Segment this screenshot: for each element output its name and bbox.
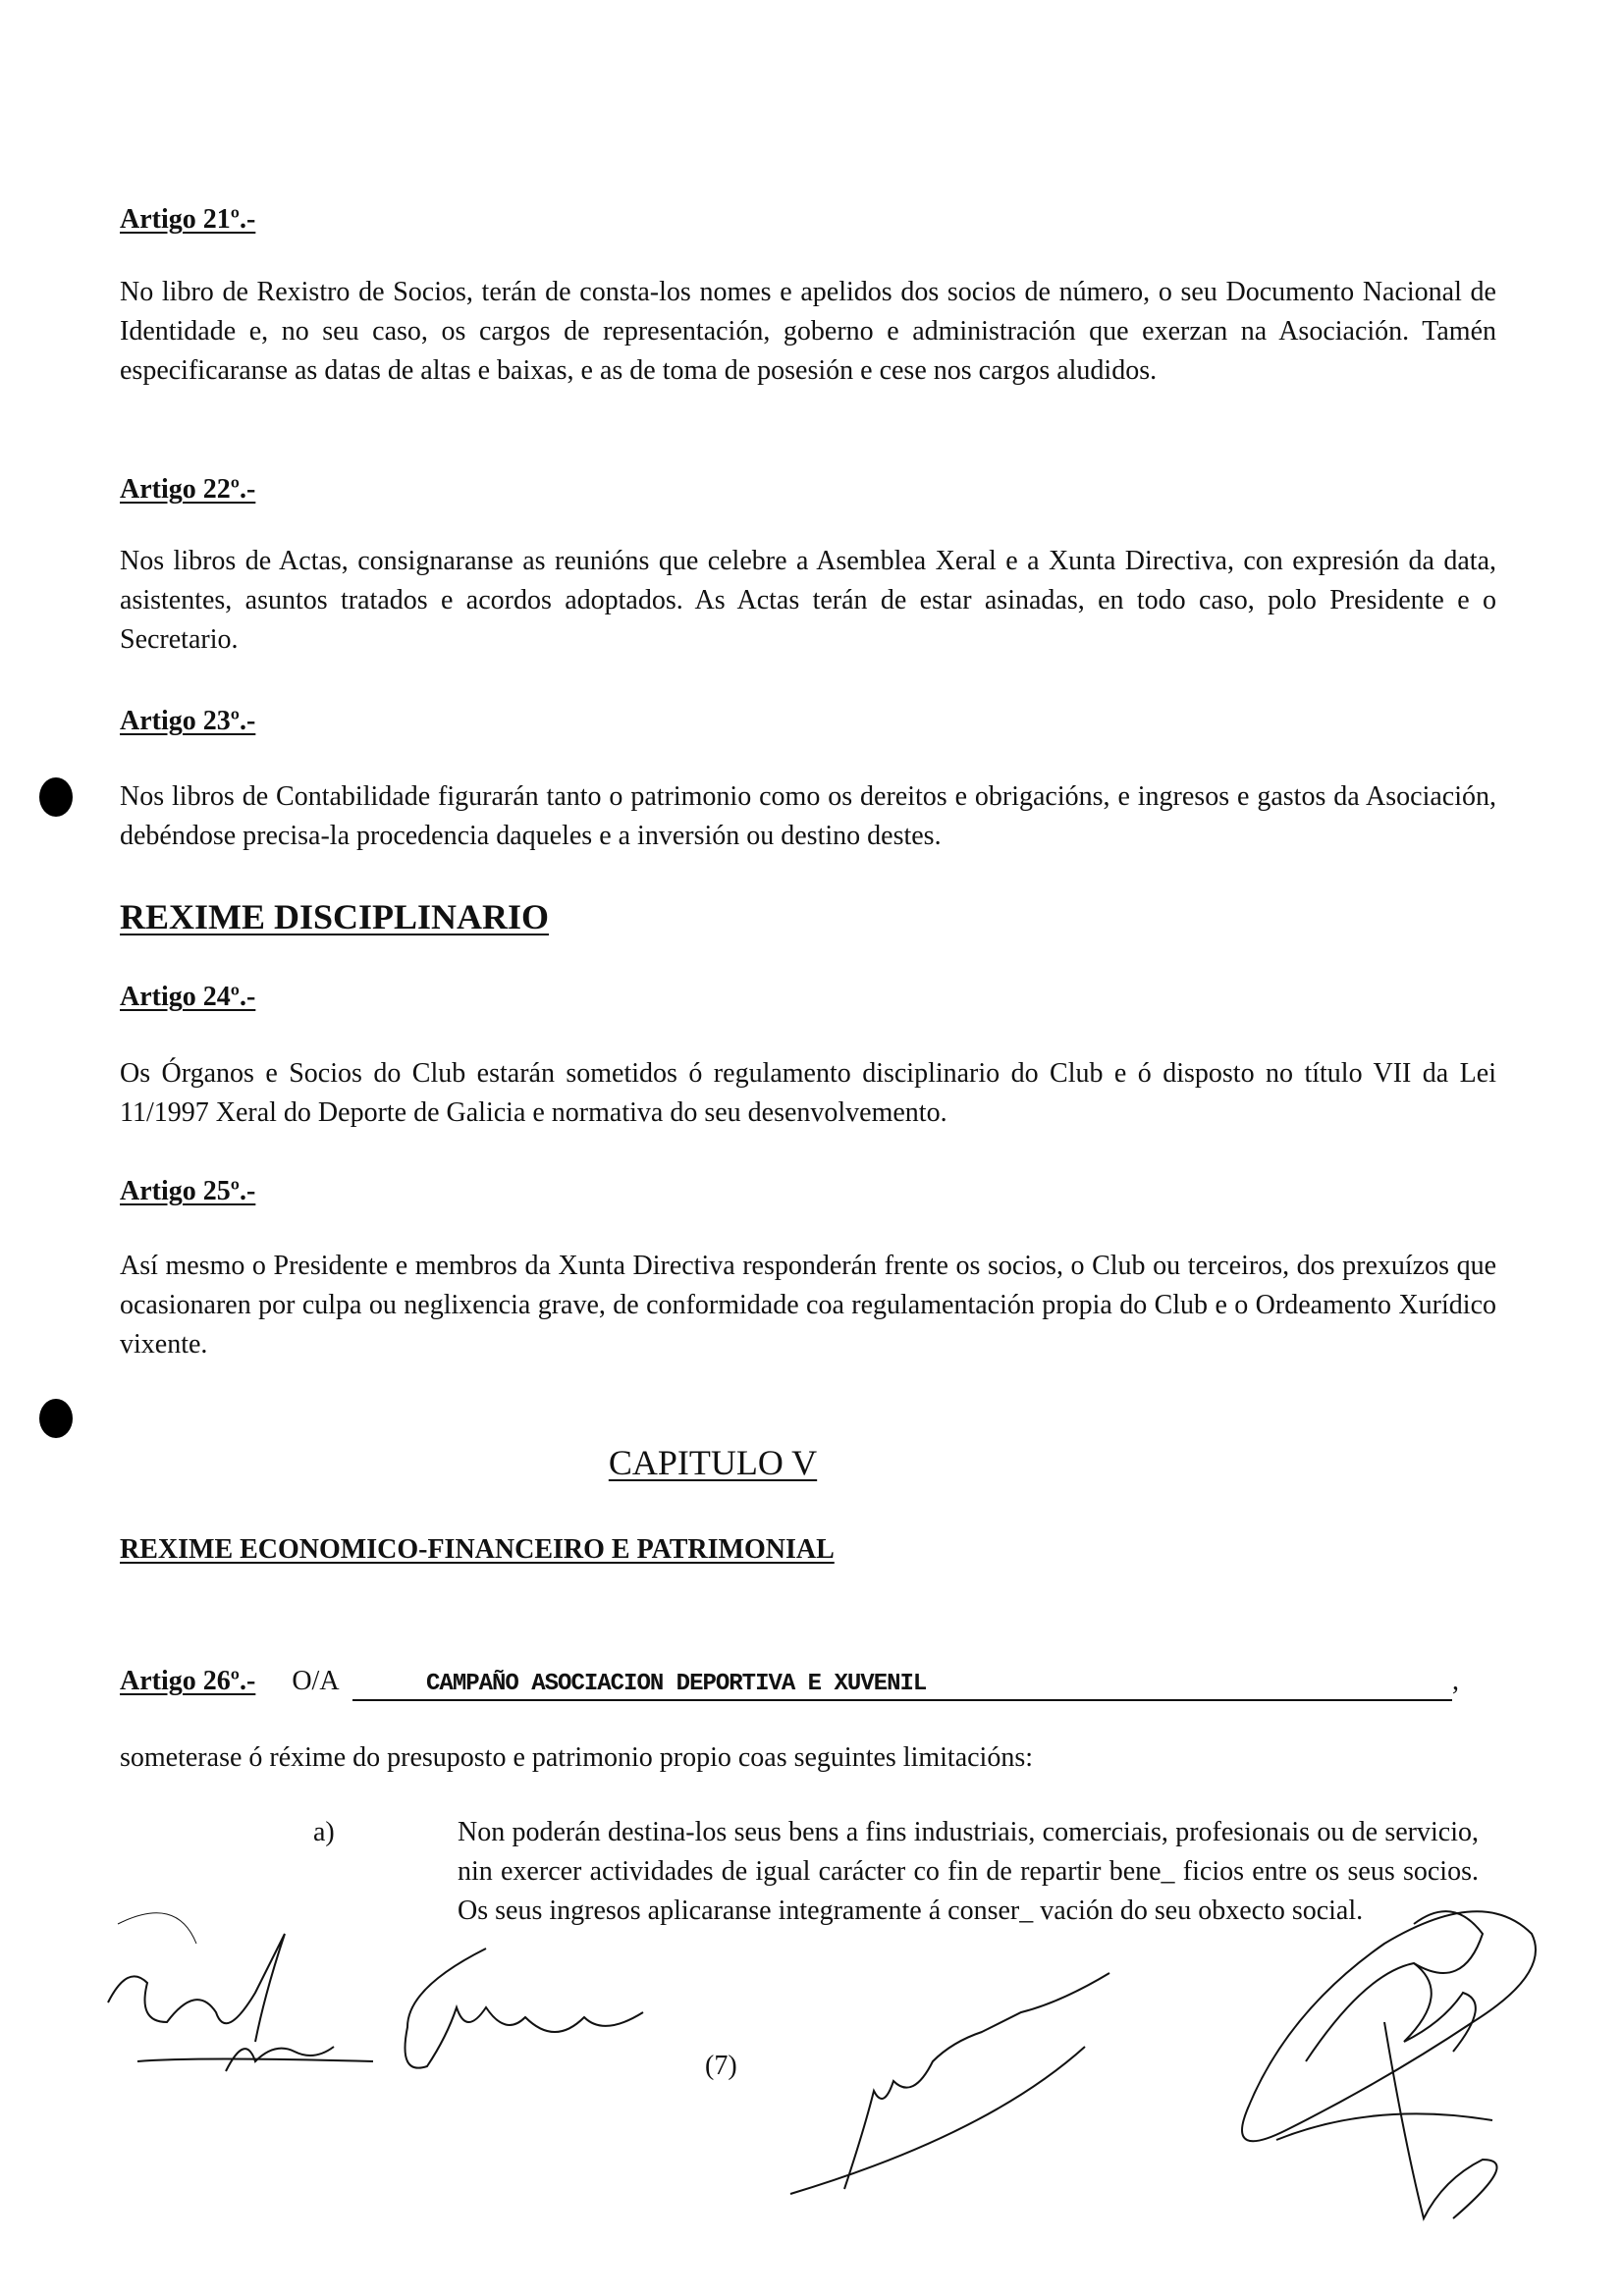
page-number: (7) <box>705 2051 737 2081</box>
signature-2 <box>406 1949 644 2068</box>
chapter-subtitle: REXIME ECONOMICO-FINANCEIRO E PATRIMONIAL <box>120 1534 835 1565</box>
association-name-field: CAMPAÑO ASOCIACION DEPORTIVA E XUVENIL <box>352 1670 1452 1701</box>
article-26-prefix: O/A <box>292 1666 339 1696</box>
chapter-title: CAPITULO V <box>608 1443 818 1482</box>
article-24-text: Os Órganos e Socios do Club estarán sometidos ó regulamento disciplinario do Club e ó disposto no título VII da Lei 11/1997 Xeral do Deporte de Galicia e normativa do seu desenvolvemento. <box>120 1058 1496 1128</box>
article-25-text: Así mesmo o Presidente e membros da Xunta Directiva responderán frente os socios, o Club ou terceiros, dos prexuízos que ocasionaren por culpa ou neglixencia grave, de conformidade coa regulamentación propia do Club e o Ordeamento Xurídico vixente. <box>120 1251 1496 1360</box>
signature-1 <box>108 1913 373 2071</box>
article-22-heading: Artigo 22º.- <box>120 474 256 505</box>
article-21-text: No libro de Rexistro de Socios, terán de consta-los nomes e apelidos dos socios de número, o seu Documento Nacional de Identidade e, no seu caso, os cargos de representación, goberno e administración que exerzan na Asociación. Tamén especificaranse as datas de altas e baixas, e as de toma de posesión e cese nos cargos aludidos. <box>120 277 1496 386</box>
section-heading-disciplinario: REXIME DISCIPLINARIO <box>120 897 550 936</box>
article-23-text: Nos libros de Contabilidade figurarán tanto o patrimonio como os dereitos e obrigacións, e ingresos e gastos da Asociación, debéndose precisa-la procedencia daqueles e a inversión ou destino destes. <box>120 781 1496 851</box>
article-26-text: someterase ó réxime do presuposto e patrimonio propio coas seguintes limitacións: <box>120 1742 1034 1773</box>
item-a-label: a) <box>313 1817 335 1847</box>
article-24-heading: Artigo 24º.- <box>120 982 256 1012</box>
signature-3 <box>790 1973 1109 2194</box>
article-26-suffix: , <box>1452 1666 1460 1696</box>
article-22-text: Nos libros de Actas, consignaranse as reunións que celebre a Asemblea Xeral e a Xunta Directiva, con expresión da data, asistentes, asuntos tratados e acordos adoptados. As Actas terán de estar asinadas, en todo caso, polo Presidente e o Secretario. <box>120 546 1496 655</box>
article-23-heading: Artigo 23º.- <box>120 706 256 736</box>
article-25-heading: Artigo 25º.- <box>120 1176 256 1206</box>
article-21-heading: Artigo 21º.- <box>120 204 256 235</box>
article-26-heading: Artigo 26º.- <box>120 1666 256 1696</box>
item-a-text: Non poderán destina-los seus bens a fins industriais, comerciais, profesionais ou de servicio, nin exercer actividades de igual carácter co fin de repartir bene_ ficios entre os seus socios. Os seus ingresos aplicaranse integramente á conser_ vación do seu obxecto social. <box>458 1817 1479 1926</box>
signature-4 <box>1242 1911 1536 2218</box>
